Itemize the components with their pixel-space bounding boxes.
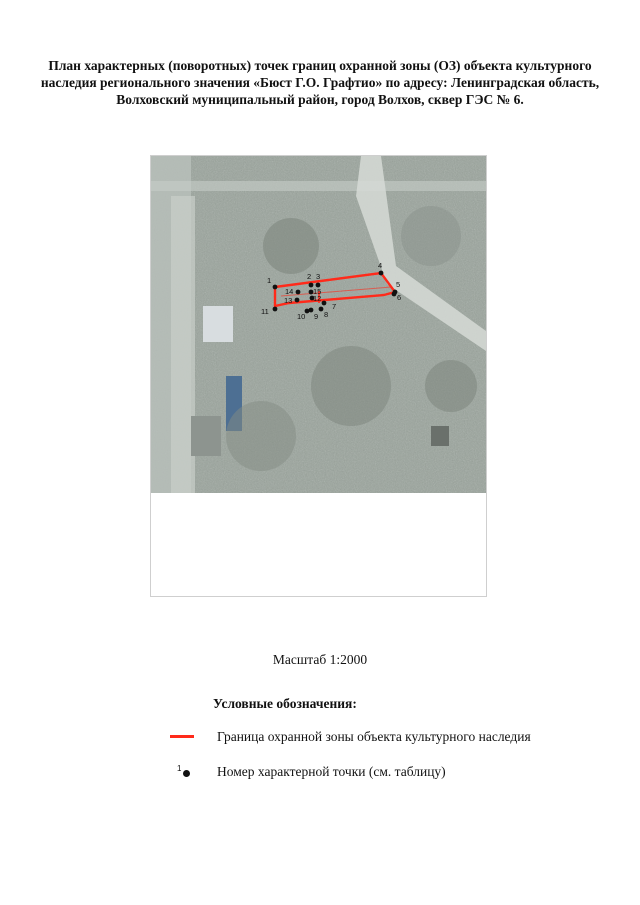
point-label-15: 15 [313, 287, 322, 296]
point-label-8: 8 [324, 310, 329, 319]
point-dot-icon [183, 770, 190, 777]
aerial-photo [151, 156, 486, 596]
point-label-6: 6 [397, 293, 402, 302]
point-6-marker [392, 292, 397, 297]
legend-title: Условные обозначения: [213, 696, 357, 711]
point-label-11: 11 [261, 307, 269, 316]
map-scale: Масштаб 1:2000 [272, 652, 368, 667]
point-9-marker [309, 308, 314, 313]
legend-boundary-label: Граница охранной зоны объекта культурного наследия [217, 729, 531, 744]
point-label-9: 9 [314, 312, 319, 321]
point-label-1: 1 [267, 276, 272, 285]
point-4-marker [379, 271, 384, 276]
point-label-4: 4 [378, 261, 383, 270]
building [203, 306, 233, 342]
point-label-5: 5 [396, 280, 401, 289]
building [191, 416, 221, 456]
point-label-10: 10 [297, 312, 306, 321]
point-13-marker [295, 298, 300, 303]
point-8-marker [319, 307, 324, 312]
point-label-3: 3 [316, 272, 321, 281]
point-label-2: 2 [307, 272, 312, 281]
building [431, 426, 449, 446]
point-14-marker [296, 290, 301, 295]
point-label-7: 7 [332, 302, 337, 311]
point-symbol [177, 765, 195, 781]
point-label-14: 14 [285, 287, 294, 296]
point-label-13: 13 [284, 296, 293, 305]
boundary-line-symbol [170, 735, 194, 738]
aerial-map [150, 155, 487, 597]
point-symbol-number: 1 [177, 764, 182, 773]
point-label-12: 12 [313, 294, 322, 303]
legend-point-label: Номер характерной точки (см. таблицу) [217, 764, 446, 779]
point-7-marker [322, 301, 327, 306]
point-1-marker [273, 285, 278, 290]
page-title: План характерных (поворотных) точек границ охранной зоны (ОЗ) объекта культурного наследия регионального значения «Бюст Г.О. Графтио» по адресу: Ленинградская область, Волховский муниципальный район, город Волхов, сквер ГЭС № 6. [40, 58, 600, 107]
point-11-marker [273, 307, 278, 312]
